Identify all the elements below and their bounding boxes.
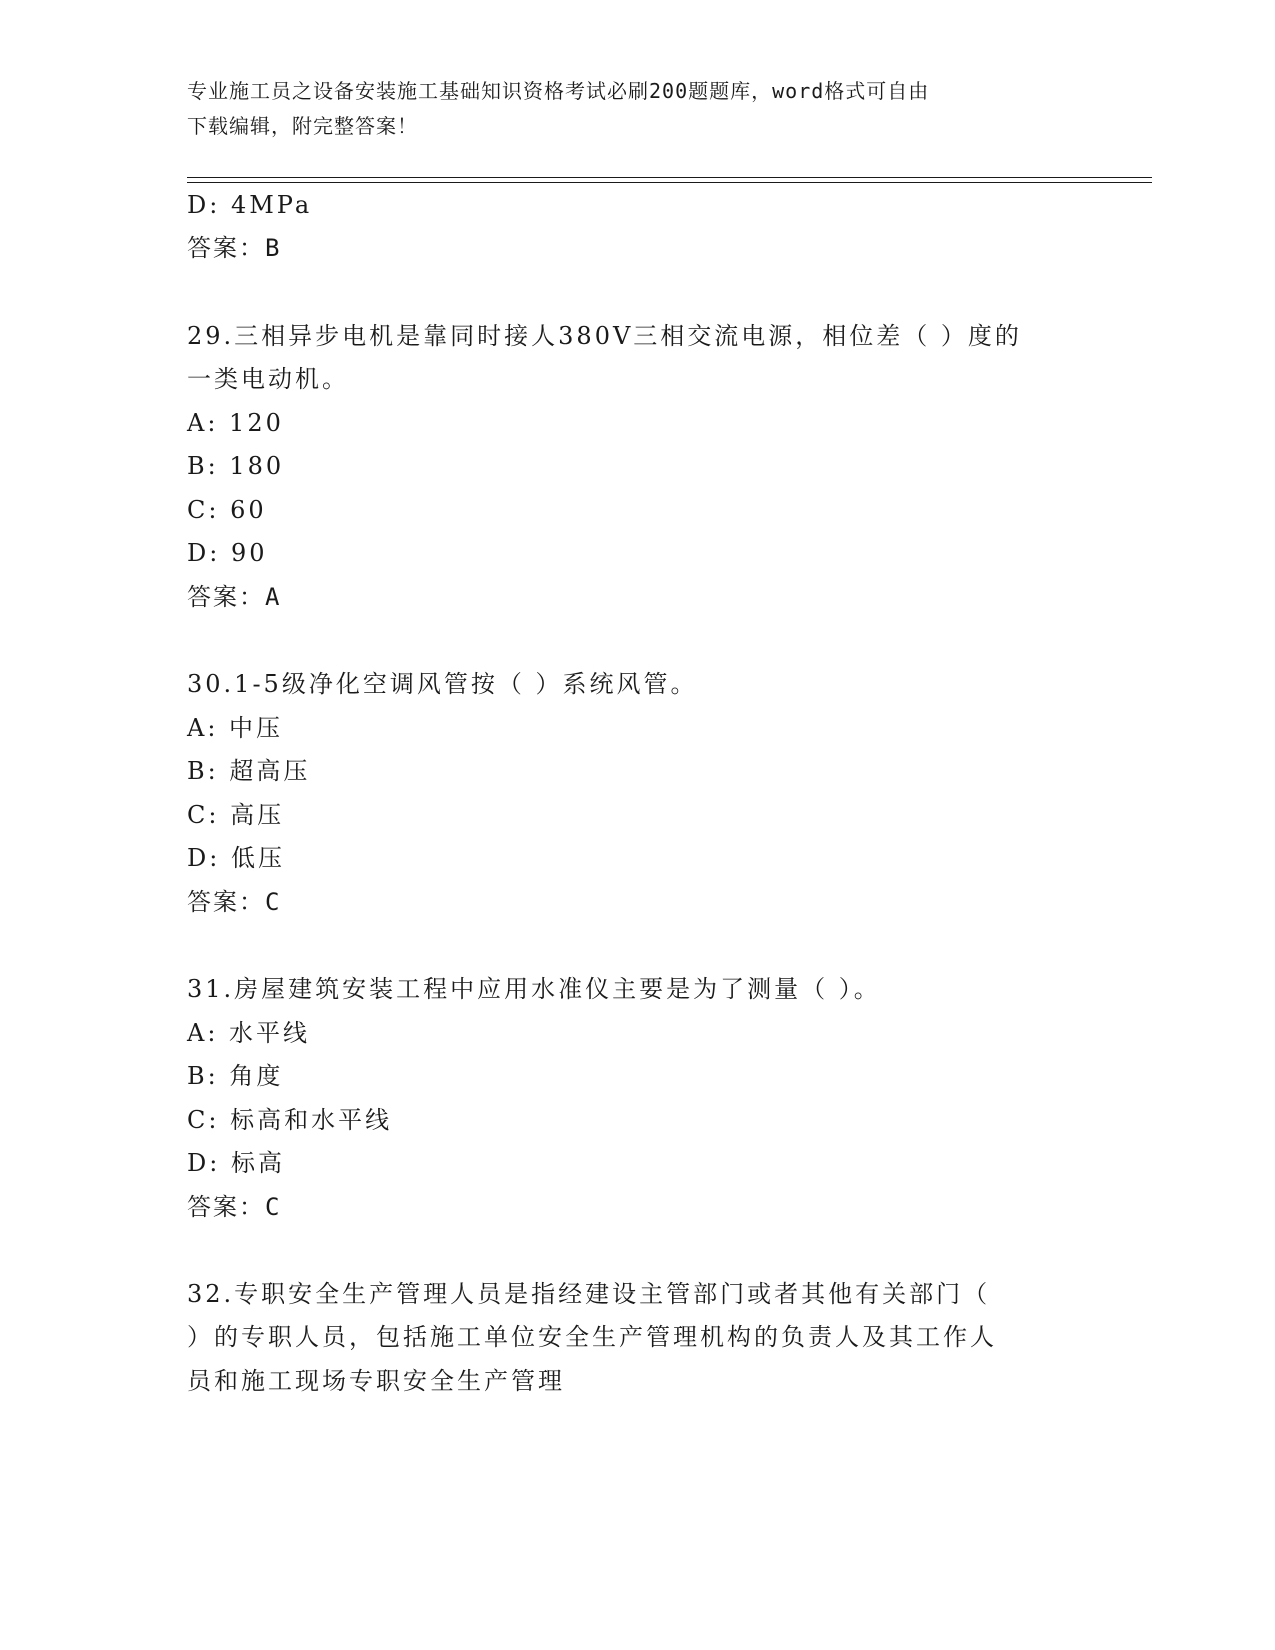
- question-31-option-b: B: 角度: [187, 1062, 284, 1090]
- header-divider-top: [187, 177, 1152, 178]
- question-31-option-d: D: 标高: [187, 1149, 285, 1177]
- header-line-1: 专业施工员之设备安装施工基础知识资格考试必刷200题题库，word格式可自由: [187, 79, 930, 103]
- question-30-option-a: A: 中压: [187, 714, 284, 742]
- question-30-option-d: D: 低压: [187, 844, 285, 872]
- question-31-text-line-1: 31.房屋建筑安装工程中应用水准仪主要是为了测量（ ）。: [187, 975, 881, 1003]
- question-29-text-line-1: 29.三相异步电机是靠同时接人380V三相交流电源，相位差（ ）度的: [187, 322, 1022, 350]
- question-30-answer: 答案：C: [187, 888, 282, 916]
- question-32-text-line-3: 员和施工现场专职安全生产管理: [187, 1367, 565, 1395]
- page-header: [187, 74, 1067, 144]
- question-29-option-d: D: 90: [187, 539, 268, 567]
- question-31-option-a: A: 水平线: [187, 1019, 311, 1047]
- question-29-answer: 答案：A: [187, 583, 282, 611]
- question-31-answer: 答案：C: [187, 1193, 282, 1221]
- question-31-option-c: C: 标高和水平线: [187, 1106, 393, 1134]
- question-29-option-c: C: 60: [187, 496, 267, 524]
- prev-option-d: D: 4MPa: [187, 191, 313, 219]
- header-line-2: 下载编辑，附完整答案！: [187, 114, 418, 138]
- prev-answer: 答案：B: [187, 234, 282, 262]
- question-30-option-c: C: 高压: [187, 801, 285, 829]
- question-29-option-b: B: 180: [187, 452, 285, 480]
- question-32-text-line-2: ）的专职人员，包括施工单位安全生产管理机构的负责人及其工作人: [187, 1323, 997, 1351]
- question-29-text-line-2: 一类电动机。: [187, 365, 349, 393]
- question-32-text-line-1: 32.专职安全生产管理人员是指经建设主管部门或者其他有关部门（: [187, 1280, 991, 1308]
- question-29-option-a: A: 120: [187, 409, 284, 437]
- question-30-option-b: B: 超高压: [187, 757, 311, 785]
- header-divider-bottom: [187, 182, 1152, 183]
- question-30-text-line-1: 30.1-5级净化空调风管按（ ）系统风管。: [187, 670, 698, 698]
